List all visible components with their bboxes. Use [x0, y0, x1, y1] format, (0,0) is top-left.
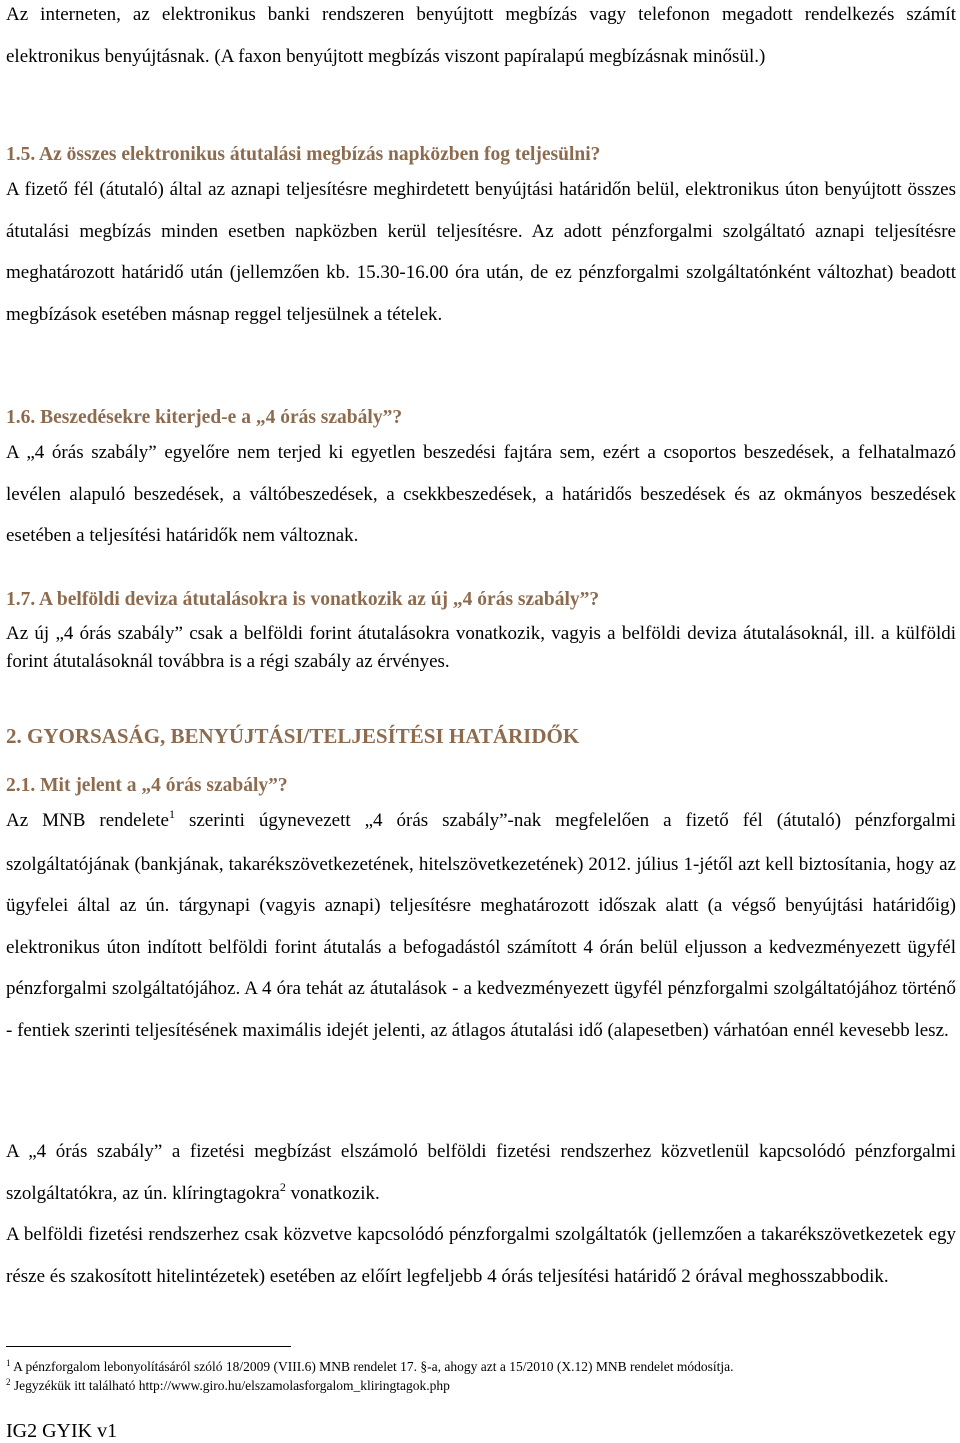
footnote-ref-2: 2	[279, 1179, 286, 1194]
footnote-mark-1: 1	[6, 1358, 11, 1368]
footnote-separator	[6, 1346, 291, 1347]
footnote-text-2: Jegyzékük itt található http://www.giro.hu/elszamolasforgalom_kliringtagok.php	[10, 1378, 450, 1393]
document-page	[6, 0, 956, 1443]
footnote-mark-2: 2	[6, 1377, 11, 1387]
intro-paragraph: Az interneten, az elektronikus banki rendszeren benyújtott megbízás vagy telefonon megadott rendelkezés számít elektronikus benyújtásnak. (A faxon benyújtott megbízás viszont papíralapú megbízásnak minősül.)	[6, 4, 956, 67]
footnote-2	[6, 1377, 450, 1396]
heading-1-7: 1.7. A belföldi deviza átutalásokra is vonatkozik az új „4 órás szabály”?	[6, 589, 600, 610]
footnote-1	[6, 1358, 733, 1377]
paragraph-2-1-b	[6, 1131, 956, 1216]
footnote-text-1: A pénzforgalom lebonyolításáról szóló 18/2009 (VIII.6) MNB rendelet 17. §-a, ahogy azt a 15/2010 (X.12) MNB rendelet módosítja.	[10, 1359, 734, 1374]
heading-2-1: 2.1. Mit jelent a „4 órás szabály”?	[6, 775, 288, 796]
paragraph-1-5: A fizető fél (átutaló) által az aznapi teljesítésre meghirdetett benyújtási határidőn belül, elektronikus úton benyújtott összes átutalási megbízás minden esetben napközben kerül teljesítésre. Az adott pénzforgalmi szolgáltató aznapi teljesítésre meghatározott határidő után (jellemzően kb. 15.30-16.00 óra után, de ez pénzforgalmi szolgáltatónként változhat) beadott megbízások esetében másnap reggel teljesülnek a tételek.	[6, 179, 956, 325]
paragraph-2-1-a-start: Az MNB rendelete	[6, 810, 169, 831]
paragraph-1-6: A „4 órás szabály” egyelőre nem terjed ki egyetlen beszedési fajtára sem, ezért a csoportos beszedések, a felhatalmazó levélen alapuló beszedések, a váltóbeszedések, a csekkbeszedések, a határidős beszedések és az okmányos beszedések esetében a teljesítési határidők nem változnak.	[6, 442, 956, 546]
paragraph-1-7: Az új „4 órás szabály” csak a belföldi forint átutalásokra vonatkozik, vagyis a belföldi deviza átutalásoknál, ill. a külföldi forint átutalásoknál továbbra is a régi szabály az érvényes.	[6, 623, 956, 672]
page-footer: IG2 GYIK v1	[6, 1420, 118, 1442]
paragraph-2-1-b-rest: vonatkozik.	[285, 1182, 380, 1204]
paragraph-2-1-c: A belföldi fizetési rendszerhez csak közvetve kapcsolódó pénzforgalmi szolgáltatók (jellemzően a takarékszövetkezetek egy része és szakosított hitelintézetek) esetében az előírt legfeljebb 4 órás teljesítési határidő 2 órával meghosszabbodik.	[6, 1224, 956, 1287]
heading-1-6: 1.6. Beszedésekre kiterjed-e a „4 órás szabály”?	[6, 407, 403, 428]
heading-2: 2. GYORSASÁG, BENYÚJTÁSI/TELJESÍTÉSI HATÁRIDŐK	[6, 724, 580, 748]
footnote-ref-1: 1	[169, 807, 175, 821]
heading-1-5: 1.5. Az összes elektronikus átutalási megbízás napközben fog teljesülni?	[6, 144, 601, 165]
paragraph-2-1-a	[6, 800, 956, 1051]
paragraph-2-1-a-rest: szerinti úgynevezett „4 órás szabály”-nak megfelelően a fizető fél (átutaló) pénzforgalmi szolgáltatójának (bankjának, takarékszövetkezetének, hitelszövetkezetének) 2012. július 1-jétől azt kell biztosítania, hogy az ügyfelei által az ún. tárgynapi (vagyis aznapi) teljesítésre meghatározott időszak alatt (a végső benyújtási határidőig) elektronikus úton indított belföldi forint átutalás a befogadástól számított 4 órán belül eljusson a kedvezményezett ügyfél pénzforgalmi szolgáltatójához. A 4 óra tehát az átutalások - a kedvezményezett ügyfél pénzforgalmi szolgáltatójához történő - fentiek szerinti teljesítésének maximális idejét jelenti, az átlagos átutalási idő (alapesetben) várhatóan ennél kevesebb lesz.	[6, 810, 957, 1041]
paragraph-2-1-b-start: A „4 órás szabály” a fizetési megbízást elszámoló belföldi fizetési rendszerhez közvetlenül kapcsolódó pénzforgalmi szolgáltatókra, az ún. klíringtagokra	[6, 1141, 956, 1204]
